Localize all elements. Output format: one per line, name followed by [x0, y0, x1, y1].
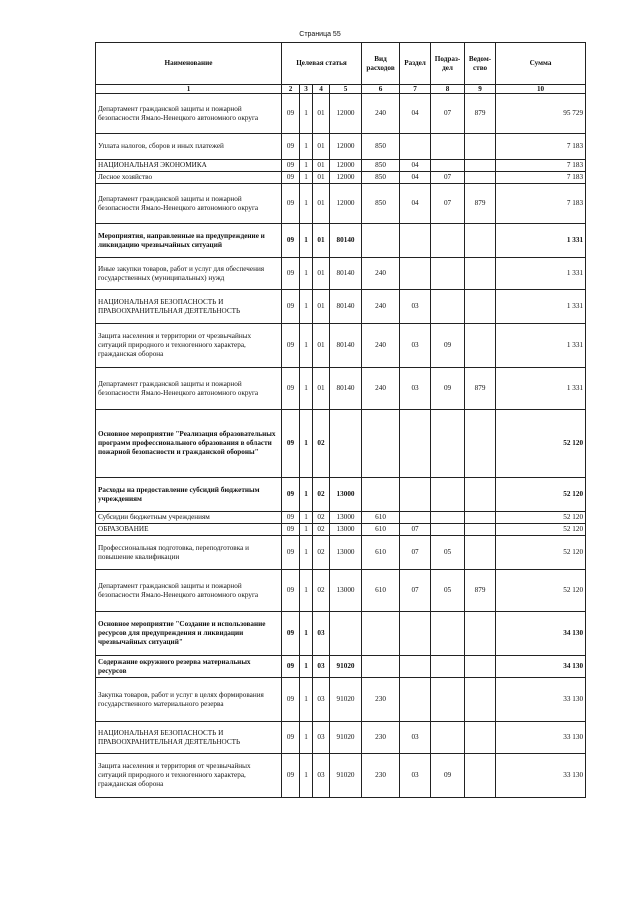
- cell-program: 09: [282, 478, 300, 512]
- cell-department: [465, 160, 496, 172]
- cell-program: 09: [282, 536, 300, 570]
- cell-program: 09: [282, 512, 300, 524]
- cell-name: Закупка товаров, работ и услуг в целях формирования государственного материального резерва: [96, 678, 282, 722]
- header-name: Наименование: [96, 43, 282, 85]
- header-row: [96, 43, 586, 85]
- cell-amount: 1 331: [496, 290, 586, 324]
- cell-section: [400, 224, 431, 258]
- cell-department: [465, 410, 496, 478]
- cell-section: 07: [400, 570, 431, 612]
- cell-direction: 13000: [330, 570, 362, 612]
- cell-name: Уплата налогов, сборов и иных платежей: [96, 134, 282, 160]
- cell-activity: 01: [313, 368, 330, 410]
- cell-section: [400, 134, 431, 160]
- cell-subprogram: 1: [300, 612, 313, 656]
- cell-subsection: [431, 224, 465, 258]
- cell-activity: 01: [313, 160, 330, 172]
- cell-subsection: [431, 410, 465, 478]
- cell-direction: 13000: [330, 512, 362, 524]
- table-body: [96, 94, 586, 798]
- column-number: 2: [282, 85, 300, 94]
- cell-activity: 02: [313, 570, 330, 612]
- cell-amount: 1 331: [496, 224, 586, 258]
- table-row: [96, 512, 586, 524]
- cell-subprogram: 1: [300, 570, 313, 612]
- cell-name: Основное мероприятие "Реализация образовательных программ профессионального образования в области пожарной безопасности и гражданской обороны": [96, 410, 282, 478]
- cell-activity: 01: [313, 134, 330, 160]
- cell-activity: 02: [313, 410, 330, 478]
- header-section: Раздел: [400, 43, 431, 85]
- cell-activity: 02: [313, 512, 330, 524]
- cell-department: 879: [465, 570, 496, 612]
- cell-department: [465, 172, 496, 184]
- cell-section: [400, 612, 431, 656]
- cell-activity: 03: [313, 722, 330, 754]
- cell-subprogram: 1: [300, 172, 313, 184]
- cell-name: Департамент гражданской защиты и пожарной безопасности Ямало-Ненецкого автономного округа: [96, 570, 282, 612]
- cell-direction: [330, 410, 362, 478]
- cell-name: Департамент гражданской защиты и пожарной безопасности Ямало-Ненецкого автономного округа: [96, 368, 282, 410]
- cell-amount: 1 331: [496, 258, 586, 290]
- cell-section: [400, 258, 431, 290]
- cell-expense-type: [362, 612, 400, 656]
- table-row: [96, 536, 586, 570]
- cell-direction: 12000: [330, 134, 362, 160]
- cell-direction: 91020: [330, 754, 362, 798]
- cell-program: 09: [282, 722, 300, 754]
- cell-expense-type: 240: [362, 290, 400, 324]
- column-number: 4: [313, 85, 330, 94]
- cell-name: Содержание окружного резерва материальных ресурсов: [96, 656, 282, 678]
- table-row: [96, 160, 586, 172]
- column-number: 3: [300, 85, 313, 94]
- column-number: 8: [431, 85, 465, 94]
- header-subsection: Подраз-дел: [431, 43, 465, 85]
- cell-department: [465, 656, 496, 678]
- cell-subprogram: 1: [300, 224, 313, 258]
- cell-direction: 80140: [330, 324, 362, 368]
- cell-direction: 13000: [330, 478, 362, 512]
- cell-expense-type: 240: [362, 94, 400, 134]
- cell-department: [465, 512, 496, 524]
- table-row: [96, 184, 586, 224]
- cell-department: [465, 224, 496, 258]
- cell-program: 09: [282, 524, 300, 536]
- cell-name: Иные закупки товаров, работ и услуг для обеспечения государственных (муниципальных) нужд: [96, 258, 282, 290]
- cell-subsection: 05: [431, 536, 465, 570]
- cell-program: 09: [282, 368, 300, 410]
- cell-subprogram: 1: [300, 324, 313, 368]
- cell-expense-type: 850: [362, 184, 400, 224]
- cell-name: Мероприятия, направленные на предупреждение и ликвидацию чрезвычайных ситуаций: [96, 224, 282, 258]
- cell-section: 07: [400, 536, 431, 570]
- cell-department: 879: [465, 184, 496, 224]
- cell-name: Профессиональная подготовка, переподготовка и повышение квалификации: [96, 536, 282, 570]
- cell-name: НАЦИОНАЛЬНАЯ БЕЗОПАСНОСТЬ И ПРАВООХРАНИТЕЛЬНАЯ ДЕЯТЕЛЬНОСТЬ: [96, 290, 282, 324]
- column-number: 1: [96, 85, 282, 94]
- table-row: [96, 612, 586, 656]
- cell-subprogram: 1: [300, 160, 313, 172]
- table-row: [96, 258, 586, 290]
- column-number-row: [96, 85, 586, 94]
- table-row: [96, 290, 586, 324]
- header-target-article: Целевая статья: [282, 43, 362, 85]
- cell-section: 03: [400, 754, 431, 798]
- cell-activity: 01: [313, 290, 330, 324]
- cell-name: Расходы на предоставление субсидий бюджетным учреждениям: [96, 478, 282, 512]
- cell-subprogram: 1: [300, 722, 313, 754]
- cell-program: 09: [282, 172, 300, 184]
- cell-subsection: [431, 612, 465, 656]
- cell-subprogram: 1: [300, 258, 313, 290]
- cell-direction: [330, 612, 362, 656]
- cell-expense-type: 610: [362, 512, 400, 524]
- cell-direction: 12000: [330, 94, 362, 134]
- cell-subsection: [431, 134, 465, 160]
- table-row: [96, 134, 586, 160]
- cell-expense-type: 610: [362, 570, 400, 612]
- table-row: [96, 754, 586, 798]
- cell-section: 03: [400, 722, 431, 754]
- cell-program: 09: [282, 324, 300, 368]
- cell-activity: 02: [313, 536, 330, 570]
- cell-direction: 91020: [330, 722, 362, 754]
- cell-department: [465, 324, 496, 368]
- cell-direction: 91020: [330, 678, 362, 722]
- cell-name: Защита населения и территория от чрезвычайных ситуаций природного и техногенного характера, гражданская оборона: [96, 754, 282, 798]
- cell-section: [400, 678, 431, 722]
- cell-section: 03: [400, 290, 431, 324]
- table-row: [96, 478, 586, 512]
- cell-activity: 01: [313, 184, 330, 224]
- cell-program: 09: [282, 678, 300, 722]
- cell-expense-type: [362, 410, 400, 478]
- cell-department: 879: [465, 368, 496, 410]
- column-number: 7: [400, 85, 431, 94]
- table-row: [96, 656, 586, 678]
- cell-activity: 03: [313, 754, 330, 798]
- cell-subsection: 07: [431, 94, 465, 134]
- cell-subsection: [431, 656, 465, 678]
- cell-expense-type: 230: [362, 754, 400, 798]
- cell-direction: 12000: [330, 172, 362, 184]
- cell-activity: 01: [313, 258, 330, 290]
- column-number: 9: [465, 85, 496, 94]
- table-row: [96, 678, 586, 722]
- cell-activity: 03: [313, 678, 330, 722]
- cell-expense-type: [362, 656, 400, 678]
- cell-department: [465, 722, 496, 754]
- cell-expense-type: 240: [362, 324, 400, 368]
- cell-activity: 01: [313, 224, 330, 258]
- cell-subprogram: 1: [300, 512, 313, 524]
- cell-amount: 52 120: [496, 410, 586, 478]
- cell-section: 04: [400, 172, 431, 184]
- cell-subsection: [431, 524, 465, 536]
- cell-subsection: 07: [431, 172, 465, 184]
- cell-program: 09: [282, 570, 300, 612]
- cell-amount: 33 130: [496, 722, 586, 754]
- cell-direction: 80140: [330, 290, 362, 324]
- cell-name: Департамент гражданской защиты и пожарной безопасности Ямало-Ненецкого автономного округа: [96, 184, 282, 224]
- cell-amount: 7 183: [496, 184, 586, 224]
- cell-subsection: [431, 258, 465, 290]
- cell-name: НАЦИОНАЛЬНАЯ БЕЗОПАСНОСТЬ И ПРАВООХРАНИТЕЛЬНАЯ ДЕЯТЕЛЬНОСТЬ: [96, 722, 282, 754]
- budget-table: [95, 42, 586, 798]
- cell-department: [465, 258, 496, 290]
- cell-subsection: [431, 478, 465, 512]
- cell-subprogram: 1: [300, 678, 313, 722]
- cell-section: 03: [400, 324, 431, 368]
- cell-program: 09: [282, 94, 300, 134]
- cell-name: НАЦИОНАЛЬНАЯ ЭКОНОМИКА: [96, 160, 282, 172]
- cell-direction: 80140: [330, 258, 362, 290]
- cell-subsection: [431, 722, 465, 754]
- cell-section: 03: [400, 368, 431, 410]
- cell-activity: 02: [313, 478, 330, 512]
- table-row: [96, 722, 586, 754]
- cell-program: 09: [282, 134, 300, 160]
- cell-subsection: [431, 290, 465, 324]
- cell-program: 09: [282, 754, 300, 798]
- cell-department: [465, 678, 496, 722]
- cell-subsection: 09: [431, 324, 465, 368]
- cell-subsection: [431, 512, 465, 524]
- cell-amount: 52 120: [496, 536, 586, 570]
- cell-subsection: [431, 160, 465, 172]
- cell-direction: 91020: [330, 656, 362, 678]
- cell-department: [465, 536, 496, 570]
- cell-name: Департамент гражданской защиты и пожарной безопасности Ямало-Ненецкого автономного округа: [96, 94, 282, 134]
- column-number: 6: [362, 85, 400, 94]
- cell-amount: 7 183: [496, 160, 586, 172]
- cell-subsection: 09: [431, 368, 465, 410]
- cell-expense-type: 610: [362, 536, 400, 570]
- cell-expense-type: 850: [362, 172, 400, 184]
- cell-amount: 33 130: [496, 754, 586, 798]
- cell-amount: 34 130: [496, 612, 586, 656]
- cell-direction: 12000: [330, 184, 362, 224]
- cell-section: [400, 478, 431, 512]
- table-row: [96, 524, 586, 536]
- cell-amount: 52 120: [496, 478, 586, 512]
- cell-subprogram: 1: [300, 524, 313, 536]
- cell-section: 04: [400, 94, 431, 134]
- cell-direction: 80140: [330, 368, 362, 410]
- cell-expense-type: 610: [362, 524, 400, 536]
- cell-activity: 03: [313, 656, 330, 678]
- header-amount: Сумма: [496, 43, 586, 85]
- table-row: [96, 172, 586, 184]
- table-row: [96, 570, 586, 612]
- cell-amount: 52 120: [496, 512, 586, 524]
- cell-subsection: 07: [431, 184, 465, 224]
- cell-subsection: 05: [431, 570, 465, 612]
- cell-department: [465, 290, 496, 324]
- cell-program: 09: [282, 290, 300, 324]
- cell-subprogram: 1: [300, 184, 313, 224]
- cell-activity: 01: [313, 172, 330, 184]
- cell-department: [465, 478, 496, 512]
- cell-subprogram: 1: [300, 290, 313, 324]
- cell-name: Лесное хозяйство: [96, 172, 282, 184]
- cell-activity: 03: [313, 612, 330, 656]
- cell-department: [465, 612, 496, 656]
- cell-department: 879: [465, 94, 496, 134]
- cell-program: 09: [282, 258, 300, 290]
- cell-expense-type: 850: [362, 160, 400, 172]
- table-row: [96, 224, 586, 258]
- cell-amount: 52 120: [496, 570, 586, 612]
- cell-subprogram: 1: [300, 368, 313, 410]
- cell-expense-type: 850: [362, 134, 400, 160]
- cell-section: [400, 512, 431, 524]
- cell-activity: 01: [313, 324, 330, 368]
- header-expense-type: Вид расходов: [362, 43, 400, 85]
- cell-name: Субсидии бюджетным учреждениям: [96, 512, 282, 524]
- cell-subprogram: 1: [300, 134, 313, 160]
- cell-section: 04: [400, 160, 431, 172]
- table-row: [96, 324, 586, 368]
- table-row: [96, 410, 586, 478]
- cell-name: Защита населения и территории от чрезвычайных ситуаций природного и техногенного характера, гражданская оборона: [96, 324, 282, 368]
- cell-amount: 1 331: [496, 324, 586, 368]
- cell-program: 09: [282, 184, 300, 224]
- column-number: 10: [496, 85, 586, 94]
- cell-expense-type: 230: [362, 678, 400, 722]
- table-row: [96, 94, 586, 134]
- cell-program: 09: [282, 410, 300, 478]
- cell-section: [400, 656, 431, 678]
- cell-name: Основное мероприятие "Создание и использование ресурсов для предупреждения и ликвидации чрезвычайных ситуаций": [96, 612, 282, 656]
- cell-amount: 95 729: [496, 94, 586, 134]
- cell-direction: 13000: [330, 524, 362, 536]
- cell-expense-type: [362, 224, 400, 258]
- table-row: [96, 368, 586, 410]
- cell-department: [465, 134, 496, 160]
- cell-subprogram: 1: [300, 754, 313, 798]
- cell-subprogram: 1: [300, 410, 313, 478]
- cell-program: 09: [282, 160, 300, 172]
- header-department: Ведом-ство: [465, 43, 496, 85]
- cell-amount: 33 130: [496, 678, 586, 722]
- cell-subprogram: 1: [300, 656, 313, 678]
- cell-subprogram: 1: [300, 536, 313, 570]
- cell-amount: 7 183: [496, 172, 586, 184]
- cell-program: 09: [282, 612, 300, 656]
- cell-subprogram: 1: [300, 478, 313, 512]
- cell-section: 07: [400, 524, 431, 536]
- cell-subprogram: 1: [300, 94, 313, 134]
- cell-program: 09: [282, 224, 300, 258]
- cell-amount: 7 183: [496, 134, 586, 160]
- cell-activity: 02: [313, 524, 330, 536]
- cell-amount: 52 120: [496, 524, 586, 536]
- cell-direction: 80140: [330, 224, 362, 258]
- cell-subsection: [431, 678, 465, 722]
- cell-expense-type: [362, 478, 400, 512]
- cell-expense-type: 240: [362, 368, 400, 410]
- cell-direction: 13000: [330, 536, 362, 570]
- cell-direction: 12000: [330, 160, 362, 172]
- cell-expense-type: 230: [362, 722, 400, 754]
- cell-subsection: 09: [431, 754, 465, 798]
- cell-amount: 34 130: [496, 656, 586, 678]
- cell-program: 09: [282, 656, 300, 678]
- cell-amount: 1 331: [496, 368, 586, 410]
- cell-section: [400, 410, 431, 478]
- cell-name: ОБРАЗОВАНИЕ: [96, 524, 282, 536]
- page-label: Страница 55: [299, 31, 341, 38]
- cell-department: [465, 524, 496, 536]
- cell-section: 04: [400, 184, 431, 224]
- cell-activity: 01: [313, 94, 330, 134]
- cell-department: [465, 754, 496, 798]
- cell-expense-type: 240: [362, 258, 400, 290]
- column-number: 5: [330, 85, 362, 94]
